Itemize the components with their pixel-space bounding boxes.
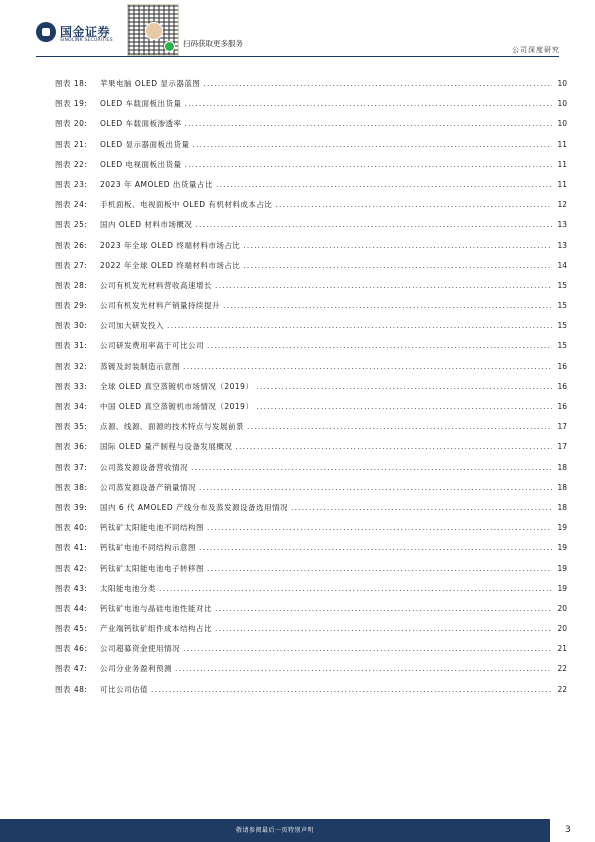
brand-name-cn: 国金证券: [60, 25, 111, 39]
toc-entry-title: 国际 OLED 量产制程与设备发展概况: [100, 442, 233, 452]
toc-entry-title: OLED 车载面板渗透率: [100, 119, 182, 129]
toc-entry-page: 18: [557, 502, 567, 512]
toc-entry-label: 图表 35:: [55, 422, 88, 432]
toc-entry-title: 钙钛矿电池与晶硅电池性能对比: [100, 603, 212, 613]
toc-entry-label: 图表 18:: [55, 79, 88, 88]
toc-entry-title: 公司蒸发源设备营收情况: [100, 462, 188, 472]
toc-leader-dots: [167, 316, 552, 336]
toc-leader-dots: [207, 336, 552, 356]
toc-entry-label: 图表 42:: [55, 563, 88, 573]
toc-entry-title: OLED 显示器面板出货量: [100, 139, 190, 149]
page-number: 3: [565, 825, 571, 835]
toc-entry-page: 16: [557, 402, 567, 411]
toc-entry-title: 可比公司估值: [100, 684, 148, 694]
toc-entry[interactable]: [55, 296, 567, 316]
toc-entry-label: 图表 23:: [55, 179, 88, 189]
toc-entry-label: 图表 46:: [55, 644, 88, 654]
toc-leader-dots: [199, 538, 552, 558]
toc-entry-label: 图表 24:: [55, 200, 88, 210]
toc-leader-dots: [183, 639, 552, 659]
toc-entry-label: 图表 43:: [55, 583, 88, 593]
qr-center-mark: [145, 22, 163, 40]
toc-entry-title: 公司超募资金使用情况: [100, 644, 180, 654]
toc-entry-label: 图表 39:: [55, 502, 88, 512]
toc-entry-page: 13: [557, 220, 567, 230]
toc-leader-dots: [184, 114, 552, 134]
toc-entry[interactable]: [55, 518, 567, 538]
toc-entry-title: 蒸镀及封装制造示意图: [100, 361, 180, 371]
toc-entry[interactable]: [55, 114, 567, 134]
toc-entry-page: 10: [557, 119, 567, 129]
brand-name-en: SINOLINK SECURITIES: [60, 38, 113, 43]
toc-entry-page: 22: [557, 684, 567, 694]
toc-entry-page: 19: [557, 583, 567, 593]
toc-entry-page: 18: [557, 482, 567, 492]
page-header: [0, 0, 595, 62]
toc-entry-label: 图表 47:: [55, 664, 88, 674]
toc-entry-label: 图表 20:: [55, 119, 88, 129]
toc-entry[interactable]: [55, 538, 567, 558]
toc-entry-page: 22: [557, 664, 567, 674]
toc-entry-title: 中国 OLED 真空蒸镀机市场情况（2019）: [100, 402, 254, 411]
header-divider: [36, 56, 559, 57]
toc-leader-dots: [256, 377, 552, 397]
toc-entry-label: 图表 36:: [55, 442, 88, 452]
toc-leader-dots: [291, 498, 552, 518]
toc-entry-page: 12: [557, 200, 567, 210]
toc-entry-page: 16: [557, 381, 567, 391]
qr-code-icon[interactable]: [127, 4, 179, 56]
toc-entry-page: 19: [557, 523, 567, 533]
toc-entry[interactable]: [55, 498, 567, 518]
toc-entry-page: 13: [557, 240, 567, 250]
wechat-badge-icon: [164, 41, 175, 52]
toc-leader-dots: [184, 155, 552, 175]
toc-entry-page: 15: [557, 341, 567, 351]
toc-entry-title: 钙钛矿太阳能电池电子转移图: [100, 563, 204, 573]
toc-entry-label: 图表 33:: [55, 381, 88, 391]
toc-entry[interactable]: [55, 478, 567, 498]
toc-entry[interactable]: [55, 195, 567, 215]
toc-entry[interactable]: [55, 397, 567, 417]
toc-entry[interactable]: [55, 377, 567, 397]
toc-leader-dots: [199, 478, 552, 498]
sinolink-logo-icon: [36, 22, 56, 42]
toc-entry-label: 图表 22:: [55, 159, 88, 169]
toc-entry-page: 19: [557, 563, 567, 573]
toc-entry-label: 图表 19:: [55, 99, 88, 109]
toc-leader-dots: [159, 579, 552, 599]
toc-entry-page: 11: [557, 159, 567, 169]
toc-entry[interactable]: [55, 458, 567, 478]
toc-entry-title: OLED 电视面板出货量: [100, 159, 182, 169]
toc-entry-title: 2023 年 AMOLED 出货量占比: [100, 179, 213, 189]
figure-list: [55, 74, 567, 700]
toc-entry-label: 图表 32:: [55, 361, 88, 371]
toc-entry[interactable]: [55, 417, 567, 437]
toc-entry-title: 2023 年全球 OLED 终端材料市场占比: [100, 240, 241, 250]
toc-entry[interactable]: [55, 559, 567, 579]
toc-entry[interactable]: [55, 579, 567, 599]
toc-leader-dots: [184, 94, 552, 114]
toc-entry-label: 图表 37:: [55, 462, 88, 472]
toc-entry-page: 20: [557, 624, 567, 634]
toc-entry-page: 17: [557, 422, 567, 432]
toc-leader-dots: [243, 236, 552, 256]
toc-entry-page: 15: [557, 301, 567, 311]
toc-leader-dots: [256, 397, 552, 417]
toc-entry[interactable]: [55, 639, 567, 659]
toc-entry[interactable]: [55, 437, 567, 457]
toc-entry-page: 15: [557, 321, 567, 331]
toc-entry[interactable]: [55, 135, 567, 155]
toc-entry-label: 图表 29:: [55, 301, 88, 311]
toc-entry[interactable]: [55, 74, 567, 94]
toc-entry-page: 19: [557, 543, 567, 553]
toc-entry[interactable]: [55, 336, 567, 356]
toc-entry-page: 15: [557, 280, 567, 290]
toc-entry-label: 图表 26:: [55, 240, 88, 250]
toc-entry-title: 公司有机发光材料产销量持续提升: [100, 301, 220, 311]
toc-entry-title: 手机面板、电视面板中 OLED 有机材料成本占比: [100, 200, 273, 210]
toc-leader-dots: [203, 74, 552, 94]
toc-leader-dots: [195, 215, 552, 235]
toc-entry-title: 公司研发费用率高于可比公司: [100, 341, 204, 351]
toc-entry-page: 20: [557, 603, 567, 613]
report-type-label: 公司深度研究: [512, 46, 560, 54]
toc-entry-title: 国内 6 代 AMOLED 产线分布及蒸发源设备选用情况: [100, 502, 289, 512]
toc-entry[interactable]: [55, 175, 567, 195]
toc-entry-page: 16: [557, 361, 567, 371]
toc-entry-page: 10: [557, 99, 567, 109]
toc-entry-page: 11: [557, 179, 567, 189]
toc-entry[interactable]: [55, 659, 567, 679]
toc-leader-dots: [243, 256, 552, 276]
toc-entry-label: 图表 48:: [55, 684, 88, 694]
toc-entry-label: 图表 45:: [55, 624, 88, 634]
toc-entry-title: 点源、线源、面源的技术特点与发展前景: [100, 422, 244, 432]
toc-entry-label: 图表 28:: [55, 280, 88, 290]
toc-entry-label: 图表 38:: [55, 482, 88, 492]
toc-entry-label: 图表 31:: [55, 341, 88, 351]
toc-leader-dots: [192, 135, 552, 155]
toc-entry[interactable]: [55, 599, 567, 619]
toc-entry-label: 图表 34:: [55, 402, 88, 411]
toc-leader-dots: [275, 195, 552, 215]
toc-entry-title: 钙钛矿太阳能电池不同结构图: [100, 523, 204, 533]
toc-leader-dots: [216, 175, 552, 195]
toc-entry-page: 18: [557, 462, 567, 472]
toc-leader-dots: [215, 619, 552, 639]
toc-entry[interactable]: [55, 236, 567, 256]
toc-leader-dots: [191, 458, 552, 478]
page-footer: [0, 819, 550, 842]
toc-entry-title: OLED 车载面板出货量: [100, 99, 182, 109]
toc-entry-title: 全球 OLED 真空蒸镀机市场情况（2019）: [100, 381, 254, 391]
footer-disclaimer[interactable]: 敬请参阅最后一页特别声明: [235, 827, 314, 834]
toc-entry-title: 苹果电脑 OLED 显示器蓝图: [100, 79, 201, 88]
toc-leader-dots: [223, 296, 552, 316]
toc-entry-page: 14: [557, 260, 567, 270]
toc-entry-title: 公司蒸发源设备产销量情况: [100, 482, 196, 492]
toc-leader-dots: [235, 437, 552, 457]
toc-leader-dots: [215, 599, 552, 619]
toc-leader-dots: [175, 659, 552, 679]
toc-leader-dots: [151, 680, 552, 700]
toc-entry-title: 产业端钙钛矿组件成本结构占比: [100, 624, 212, 634]
toc-entry-page: 17: [557, 442, 567, 452]
toc-entry-label: 图表 41:: [55, 543, 88, 553]
toc-entry-title: 公司有机发光材料营收高速增长: [100, 280, 212, 290]
toc-entry-page: 21: [557, 644, 567, 654]
toc-leader-dots: [183, 357, 552, 377]
toc-entry-title: 2022 年全球 OLED 终端材料市场占比: [100, 260, 241, 270]
toc-entry-title: 钙钛矿电池不同结构示意图: [100, 543, 196, 553]
toc-entry-page: 11: [557, 139, 567, 149]
toc-entry-title: 太阳能电池分类: [100, 583, 156, 593]
toc-entry[interactable]: [55, 316, 567, 336]
toc-entry[interactable]: [55, 155, 567, 175]
brand-logo: [36, 22, 126, 52]
qr-caption: 扫码获取更多服务: [183, 39, 243, 48]
toc-entry-title: 国内 OLED 材料市场概况: [100, 220, 193, 230]
toc-entry-title: 公司加大研发投入: [100, 321, 164, 331]
toc-entry-title: 公司分业务盈利预测: [100, 664, 172, 674]
toc-entry-label: 图表 21:: [55, 139, 88, 149]
toc-entry-label: 图表 40:: [55, 523, 88, 533]
toc-entry-label: 图表 27:: [55, 260, 88, 270]
toc-entry-label: 图表 25:: [55, 220, 88, 230]
toc-leader-dots: [215, 276, 552, 296]
toc-entry[interactable]: [55, 276, 567, 296]
toc-entry-label: 图表 30:: [55, 321, 88, 331]
toc-entry[interactable]: [55, 94, 567, 114]
toc-entry-label: 图表 44:: [55, 603, 88, 613]
toc-entry[interactable]: [55, 357, 567, 377]
toc-entry[interactable]: [55, 215, 567, 235]
toc-leader-dots: [207, 518, 552, 538]
toc-entry[interactable]: [55, 256, 567, 276]
toc-leader-dots: [207, 559, 552, 579]
toc-entry-page: 10: [557, 79, 567, 88]
toc-entry[interactable]: [55, 619, 567, 639]
toc-leader-dots: [247, 417, 552, 437]
toc-entry[interactable]: [55, 680, 567, 700]
